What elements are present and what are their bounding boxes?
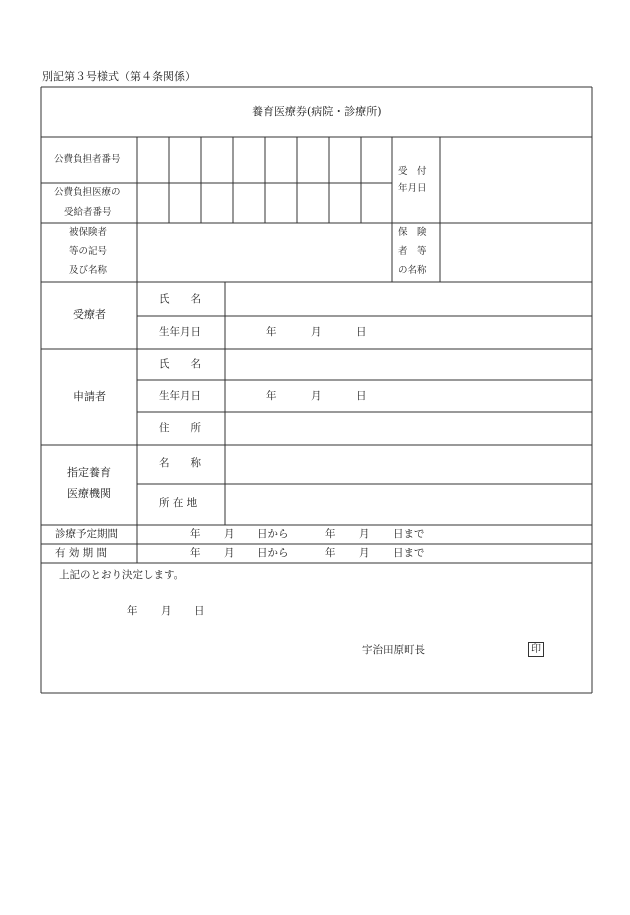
period-month: 月	[359, 547, 370, 559]
insurer-label: の名称	[398, 265, 427, 276]
reception-date-label: 年月日	[398, 183, 427, 194]
insurer-label: 者 等	[398, 246, 427, 257]
patient-section-label: 受療者	[73, 308, 106, 321]
period-month: 月	[359, 528, 370, 540]
institution-section-label: 医療機関	[67, 487, 111, 500]
validity-period-label: 有 効 期 間	[55, 547, 108, 559]
form-title: 養育医療券(病院・診療所)	[252, 105, 382, 118]
decision-date-year: 年	[127, 605, 138, 617]
period-from: 日から	[257, 528, 289, 540]
applicant-dob-year: 年	[266, 390, 277, 402]
insurer-label: 保 険	[398, 227, 427, 238]
period-from: 日から	[257, 547, 289, 559]
applicant-dob-month: 月	[311, 390, 322, 402]
period-until: 日まで	[393, 528, 425, 540]
decision-date-month: 月	[161, 605, 172, 617]
insured-label: 及び名称	[69, 265, 108, 276]
patient-dob-year: 年	[266, 326, 277, 338]
decision-text: 上記のとおり決定します。	[59, 569, 185, 581]
payer-number-label: 公費負担者番号	[54, 154, 121, 165]
reception-date-label: 受 付	[398, 166, 427, 177]
institution-section-label: 指定養育	[67, 466, 111, 479]
period-year: 年	[325, 547, 336, 559]
insured-label: 被保険者	[69, 227, 108, 238]
period-year: 年	[190, 547, 201, 559]
insured-label: 等の記号	[69, 246, 108, 257]
applicant-address-label: 住 所	[159, 422, 201, 434]
institution-location-label: 所 在 地	[159, 497, 198, 509]
period-month: 月	[224, 547, 235, 559]
period-until: 日まで	[393, 547, 425, 559]
applicant-dob-label: 生年月日	[159, 390, 201, 402]
period-year: 年	[190, 528, 201, 540]
applicant-name-label: 氏 名	[159, 358, 201, 370]
decision-date-day: 日	[194, 605, 205, 617]
form-header: 別記第３号様式（第４条関係）	[42, 70, 196, 83]
seal-stamp: 印	[528, 642, 544, 657]
patient-name-label: 氏 名	[159, 293, 201, 305]
patient-dob-day: 日	[356, 326, 367, 338]
recipient-number-label: 公費負担医療の	[54, 187, 121, 198]
period-year: 年	[325, 528, 336, 540]
applicant-section-label: 申請者	[73, 390, 106, 403]
recipient-number-label: 受給者番号	[64, 207, 112, 218]
period-month: 月	[224, 528, 235, 540]
signer-title: 宇治田原町長	[362, 644, 425, 656]
applicant-dob-day: 日	[356, 390, 367, 402]
patient-dob-label: 生年月日	[159, 326, 201, 338]
institution-name-label: 名 称	[159, 457, 201, 469]
patient-dob-month: 月	[311, 326, 322, 338]
treatment-period-label: 診療予定期間	[55, 528, 118, 540]
